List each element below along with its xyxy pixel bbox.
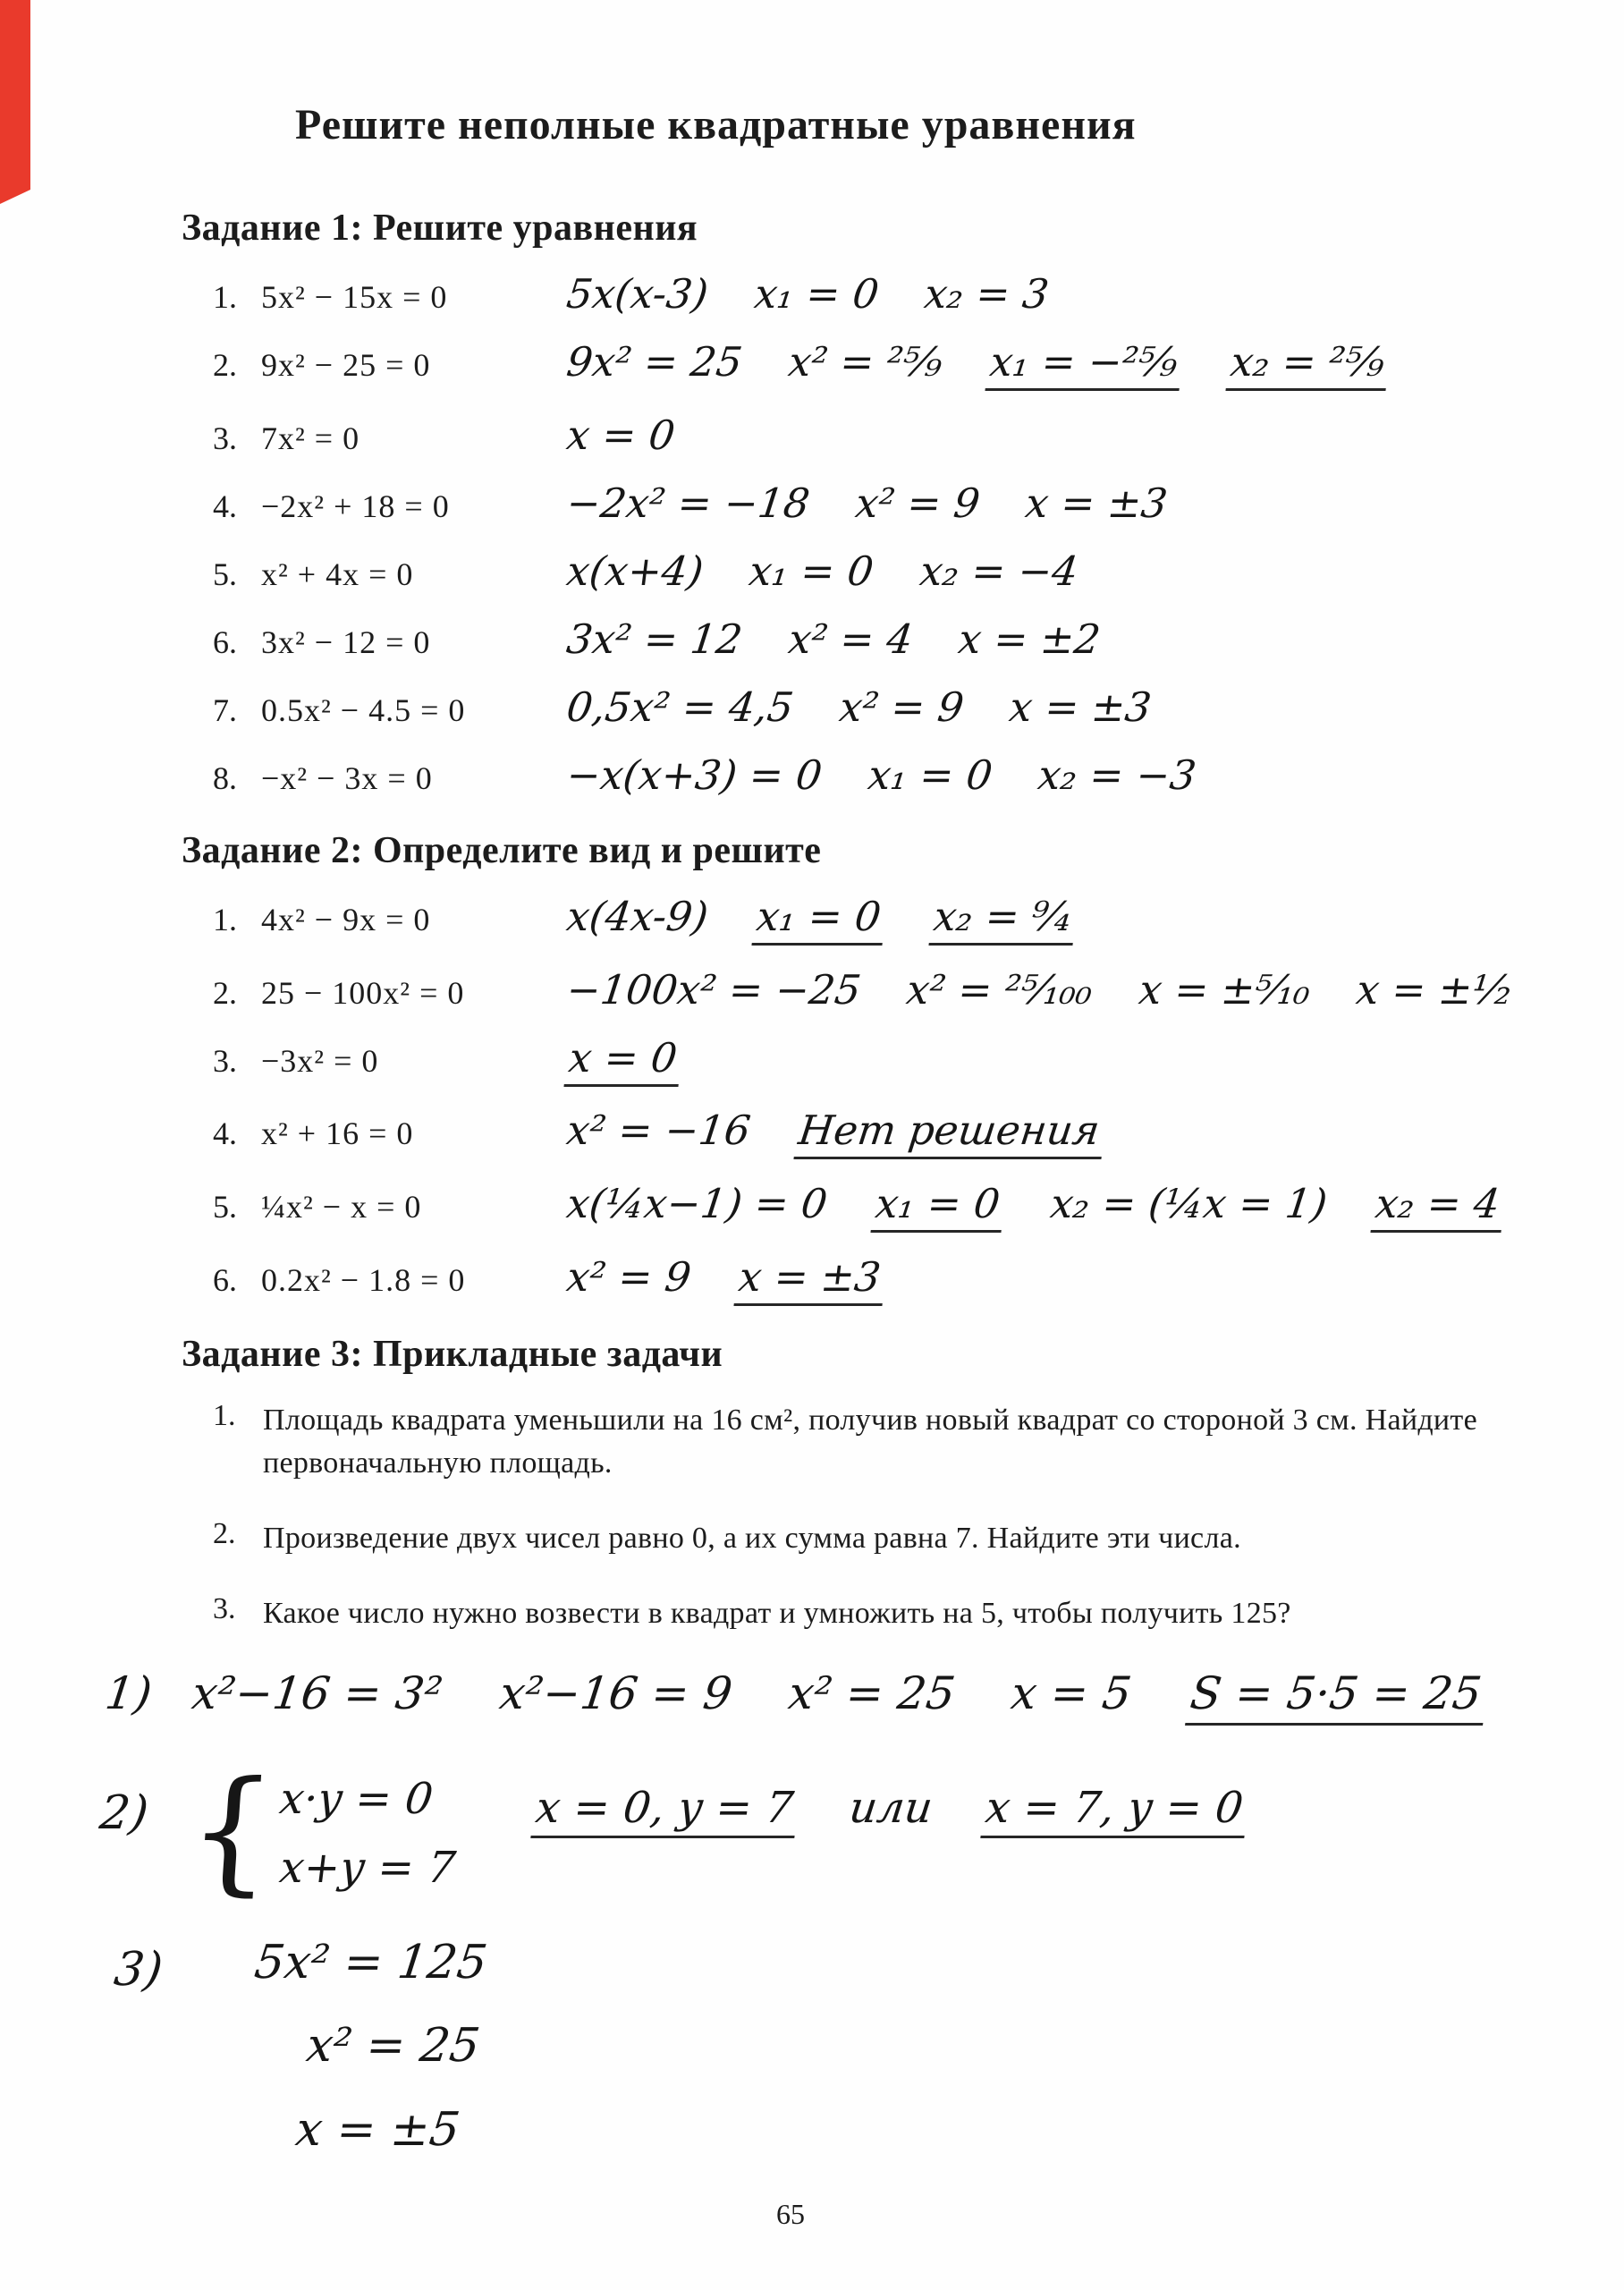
system-brace: {	[183, 1753, 280, 1910]
task2-equation-list	[0, 894, 1624, 1306]
printed-equation: 5x² − 15x = 0	[261, 279, 448, 315]
handwritten-step: x₁ = −²⁵⁄₉	[985, 339, 1185, 391]
printed-equation: 0.5x² − 4.5 = 0	[261, 691, 466, 728]
handwritten-step: x₁ = 0	[747, 547, 876, 595]
handwritten-solution	[563, 683, 1155, 731]
handwritten-step: x = ±3	[1007, 683, 1155, 731]
handwritten-step: x = 0, y = 7	[530, 1784, 801, 1838]
problem-text: Произведение двух чисел равно 0, а их сумма равна 7. Найдите эти числа.	[263, 1522, 1241, 1556]
task1-section	[0, 207, 1624, 799]
page-number: 65	[776, 2198, 805, 2230]
solution-3-lines	[203, 1935, 491, 2158]
handwritten-solution	[563, 1180, 1504, 1233]
printed-equation: −2x² + 18 = 0	[261, 488, 450, 524]
handwritten-step: x₂ = (¼x = 1)	[1047, 1180, 1331, 1227]
handwritten-solution	[563, 1252, 885, 1306]
word-problem	[0, 1592, 1624, 1635]
handwritten-solution	[563, 338, 1389, 391]
printed-equation: x² + 4x = 0	[261, 556, 414, 592]
item-number: 2.	[213, 347, 237, 383]
equation-row	[0, 1254, 1624, 1306]
handwritten-step: 5x(x-3)	[563, 270, 711, 318]
handwritten-step: x = 7, y = 0	[980, 1784, 1251, 1838]
item-number: 5.	[213, 556, 237, 592]
equation-row	[0, 480, 1624, 527]
equation-row	[0, 616, 1624, 663]
handwritten-step: x² = 9	[563, 1252, 694, 1301]
task2-heading: Задание 2: Определите вид и решите	[182, 829, 822, 871]
solution-2-label: 2)	[97, 1786, 152, 1841]
solution-2	[0, 1753, 1624, 1910]
equation-row	[0, 967, 1624, 1014]
item-number: 8.	[213, 759, 237, 796]
equation-row	[0, 271, 1624, 318]
equation-row	[0, 684, 1624, 731]
item-number: 6.	[213, 1261, 237, 1298]
equation-row	[0, 1107, 1624, 1159]
handwritten-step: x = 5	[1008, 1667, 1135, 1719]
item-number: 1.	[213, 279, 237, 315]
handwritten-step: x²−16 = 3²	[189, 1667, 446, 1719]
solution-1-steps	[189, 1667, 1486, 1726]
equation-row	[0, 1181, 1624, 1233]
equation-row	[0, 412, 1624, 459]
equation-row	[0, 894, 1624, 946]
handwritten-solution	[563, 411, 678, 459]
handwritten-step: x(4x-9)	[563, 892, 711, 940]
printed-equation: 0.2x² − 1.8 = 0	[261, 1261, 466, 1298]
solution-2-system	[276, 1774, 459, 1894]
printed-equation: 3x² − 12 = 0	[261, 623, 431, 660]
handwritten-step: x₁ = 0	[870, 1181, 1007, 1233]
handwritten-step: x₂ = −4	[917, 547, 1080, 595]
handwritten-step: x² = ²⁵⁄₁₀₀	[904, 965, 1096, 1014]
handwritten-step: x² = −16	[563, 1107, 754, 1155]
item-number: 4.	[213, 488, 237, 524]
handwritten-step: −100x² = −25	[563, 965, 864, 1014]
handwritten-step: 3x² = 12	[563, 615, 745, 663]
item-number: 1.	[213, 901, 237, 937]
handwritten-step: x(x+4)	[563, 547, 706, 595]
handwritten-step: −x(x+3) = 0	[563, 751, 825, 799]
solution-3-label: 3)	[111, 1942, 166, 1997]
printed-equation: −x² − 3x = 0	[261, 759, 433, 796]
printed-equation: x² + 16 = 0	[261, 1115, 414, 1152]
handwritten-step: x+y = 7	[276, 1843, 459, 1894]
equation-row	[0, 1035, 1624, 1087]
handwritten-step: x = ±3	[1023, 479, 1171, 527]
handwritten-step: x₁ = 0	[865, 751, 995, 799]
handwritten-step: Нет решения	[793, 1107, 1107, 1159]
handwritten-step: x² = 25	[303, 2019, 484, 2074]
handwritten-solution	[563, 892, 1076, 946]
handwritten-step: x² = 9	[836, 683, 967, 731]
handwritten-solution	[563, 270, 1052, 318]
task3-heading: Задание 3: Прикладные задачи	[182, 1333, 723, 1375]
handwritten-solution	[563, 479, 1171, 527]
handwritten-step: x₂ = ⁹⁄₄	[928, 894, 1078, 946]
printed-equation: 9x² − 25 = 0	[261, 347, 431, 383]
solution-1-label: 1)	[102, 1667, 155, 1719]
handwritten-step: x = ±5	[292, 2103, 463, 2158]
handwritten-step: x = ±¹⁄₂	[1353, 965, 1515, 1014]
handwritten-step: x₂ = 3	[921, 270, 1052, 318]
printed-equation: 25 − 100x² = 0	[261, 974, 465, 1011]
handwritten-step: x₁ = 0	[751, 894, 888, 946]
item-number: 7.	[213, 691, 237, 728]
handwritten-step: x = 0	[563, 411, 678, 459]
printed-equation: −3x² = 0	[261, 1042, 379, 1079]
handwritten-step: x₂ = −3	[1036, 751, 1199, 799]
handwritten-solution	[563, 751, 1199, 799]
solution-1	[0, 1668, 1624, 1726]
problem-text: Площадь квадрата уменьшили на 16 см², получив новый квадрат со стороной 3 см. Найдите первоначальную площадь.	[263, 1403, 1477, 1480]
handwritten-step: 0,5x² = 4,5	[563, 683, 797, 731]
handwritten-solution	[563, 615, 1104, 663]
handwritten-step: или	[846, 1783, 935, 1834]
item-number: 4.	[213, 1115, 237, 1152]
task3-problem-list	[0, 1399, 1624, 1636]
problem-text: Какое число нужно возвести в квадрат и умножить на 5, чтобы получить 125?	[263, 1597, 1291, 1631]
handwritten-step: S = 5·5 = 25	[1185, 1668, 1490, 1726]
handwritten-step: x²−16 = 9	[496, 1667, 735, 1719]
handwritten-step: 9x² = 25	[563, 338, 745, 386]
red-bookmark-strip	[0, 0, 30, 204]
printed-equation: 7x² = 0	[261, 420, 360, 456]
handwritten-step: x·y = 0	[276, 1774, 436, 1825]
handwritten-solution	[563, 547, 1080, 595]
handwritten-step: x = 0	[563, 1035, 684, 1087]
handwritten-step: x² = 25	[785, 1667, 959, 1719]
item-number: 2.	[213, 1517, 236, 1551]
task2-section	[0, 829, 1624, 1306]
handwritten-step: 5x² = 125	[251, 1935, 491, 1989]
item-number: 2.	[213, 974, 237, 1011]
equation-row	[0, 752, 1624, 799]
handwritten-solutions-area	[0, 1668, 1624, 2158]
equation-row	[0, 548, 1624, 595]
item-number: 6.	[213, 623, 237, 660]
task3-section	[0, 1333, 1624, 1636]
handwritten-step: x₁ = 0	[751, 270, 882, 318]
handwritten-step: x = ±3	[734, 1254, 889, 1306]
word-problem	[0, 1517, 1624, 1560]
handwritten-step: −2x² = −18	[563, 479, 813, 527]
equation-row	[0, 339, 1624, 391]
handwritten-solution	[567, 1035, 681, 1087]
solution-2-results	[534, 1784, 1248, 1838]
page-title: Решите неполные квадратные уравнения	[295, 101, 1137, 148]
handwritten-step: x(¼x−1) = 0	[563, 1180, 831, 1227]
item-number: 3.	[213, 420, 237, 456]
printed-equation: 4x² − 9x = 0	[261, 901, 431, 937]
solution-3	[0, 1937, 1624, 2158]
handwritten-step: x = ±⁵⁄₁₀	[1136, 965, 1314, 1014]
task1-equation-list	[0, 271, 1624, 799]
task1-heading: Задание 1: Решите уравнения	[182, 208, 698, 249]
item-number: 3.	[213, 1592, 236, 1626]
item-number: 5.	[213, 1189, 237, 1225]
handwritten-solution	[563, 1107, 1104, 1159]
handwritten-step: x₂ = ²⁵⁄₉	[1226, 339, 1392, 391]
item-number: 3.	[213, 1042, 237, 1079]
word-problem	[0, 1399, 1624, 1486]
handwritten-step: x = ±2	[955, 615, 1104, 663]
handwritten-step: x² = 4	[785, 615, 916, 663]
handwritten-solution	[563, 965, 1515, 1014]
printed-equation: ¼x² − x = 0	[261, 1189, 422, 1225]
handwritten-step: x² = ²⁵⁄₉	[785, 338, 945, 386]
handwritten-step: x₂ = 4	[1370, 1181, 1507, 1233]
handwritten-step: x² = 9	[852, 479, 983, 527]
item-number: 1.	[213, 1398, 236, 1432]
